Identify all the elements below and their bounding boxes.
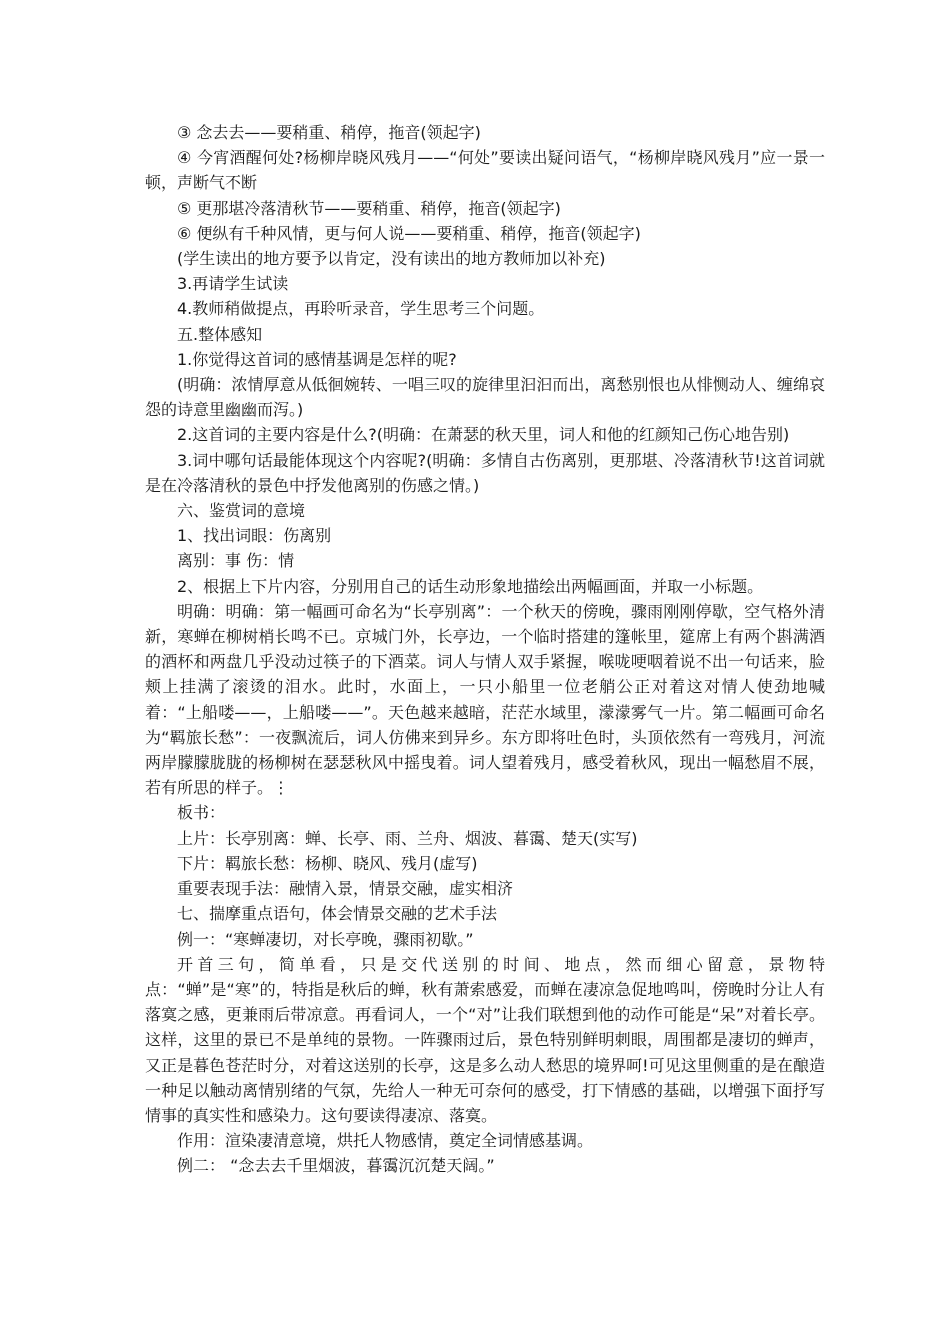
paragraph: 2、根据上下片内容，分别用自己的话生动形象地描绘出两幅画面，并取一小标题。 [177, 576, 764, 596]
section-heading: 六、鉴赏词的意境 [177, 501, 306, 521]
paragraph: ⑥ 便纵有千种风情，更与何人说——要稍重、稍停，拖音(领起字) [177, 223, 641, 243]
paragraph: 4.教师稍做提点，再聆听录音，学生思考三个问题。 [177, 299, 545, 319]
paragraph: 3.词中哪句话最能体现这个内容呢?(明确：多情自古伤离别，更那堪、冷落清秋节!这首词就是在冷落清秋的景色中抒发他离别的伤感之情。) [145, 450, 825, 495]
paragraph: 板书： [177, 803, 226, 823]
paragraph: ③ 念去去——要稍重、稍停，拖音(领起字) [177, 123, 481, 142]
document-body [145, 120, 825, 1179]
section-heading: 五.整体感知 [177, 324, 263, 344]
paragraph: 1、找出词眼：伤离别 [177, 526, 332, 546]
section-heading: 七、揣摩重点语句，体会情景交融的艺术手法 [177, 904, 498, 924]
paragraph: 作用：渲染凄清意境，烘托人物感情，奠定全词情感基调。 [177, 1131, 594, 1151]
paragraph: 1.你觉得这首词的感情基调是怎样的呢? [177, 349, 457, 369]
paragraph: ④ 今宵酒醒何处?杨柳岸晓风残月——“何处”要读出疑问语气，“杨柳岸晓风残月”应一景一顿，声断气不断 [145, 148, 825, 193]
paragraph: 开首三句，简单看，只是交代送别的时间、地点，然而细心留意，景物特点：“蝉”是“寒”的，特指是秋后的蝉，秋有萧索感爱，而蝉在凄凉急促地鸣叫，傍晚时分让人有落寞之感，更兼雨后带凉意。再看词人，一个“对”让我们联想到他的动作可能是“呆”对着长亭。这样，这里的景已不是单纯的景物。一阵骤雨过后，景色特别鲜明刺眼，周围都是凄切的蝉声，又正是暮色苍茫时分，对着这送别的长亭，这是多么动人愁思的境界呵!可见这里侧重的是在酿造一种足以触动离情别绪的气氛，先给人一种无可奈何的感受，打下情感的基础，以增强下面抒写情事的真实性和感染力。这句要读得凄凉、落寞。 [145, 954, 825, 1125]
paragraph: 例一：“寒蝉凄切，对长亭晚，骤雨初歇。” [177, 929, 474, 949]
paragraph: 明确：明确：第一幅画可命名为“长亭别离”：一个秋天的傍晚，骤雨刚刚停歇，空气格外清新，寒蝉在柳树梢长鸣不已。京城门外，长亭边，一个临时搭建的篷帐里，筵席上有两个斟满酒的酒杯和两盘几乎没动过筷子的下酒菜。词人与情人双手紧握，喉咙哽咽着说不出一句话来，脸颊上挂满了滚烫的泪水。此时，水面上，一只小船里一位老艄公正对着这对情人使劲地喊着：“上船喽——，上船喽——”。天色越来越暗，茫茫水域里，濛濛雾气一片。第二幅画可命名为“羁旅长愁”：一夜飘流后，词人仿佛来到异乡。东方即将吐色时，头顶依然有一弯残月，河流两岸朦朦胧胧的杨柳树在瑟瑟秋风中摇曳着。词人望着残月，感受着秋风，现出一幅愁眉不展，若有所思的样子。⋮ [145, 601, 825, 798]
paragraph: 重要表现手法：融情入景，情景交融，虚实相济 [177, 879, 514, 899]
paragraph: 2.这首词的主要内容是什么?(明确：在萧瑟的秋天里，词人和他的红颜知己伤心地告别) [177, 425, 790, 445]
paragraph: (学生读出的地方要予以肯定，没有读出的地方教师加以补充) [177, 249, 606, 269]
paragraph: 上片：长亭别离：蝉、长亭、雨、兰舟、烟波、暮霭、楚天(实写) [177, 828, 638, 848]
paragraph: ⑤ 更那堪冷落清秋节——要稍重、稍停，拖音(领起字) [177, 198, 561, 218]
paragraph: 离别：事 伤：情 [177, 551, 295, 571]
paragraph: (明确：浓情厚意从低徊婉转、一唱三叹的旋律里汩汩而出，离愁别恨也从悱恻动人、缠绵哀怨的诗意里幽幽而泻。) [145, 375, 825, 420]
paragraph: 例二： “念去去千里烟波，暮霭沉沉楚天阔。” [177, 1156, 495, 1176]
paragraph: 下片：羁旅长愁：杨柳、晓风、残月(虚写) [177, 853, 478, 873]
paragraph: 3.再请学生试读 [177, 274, 289, 294]
